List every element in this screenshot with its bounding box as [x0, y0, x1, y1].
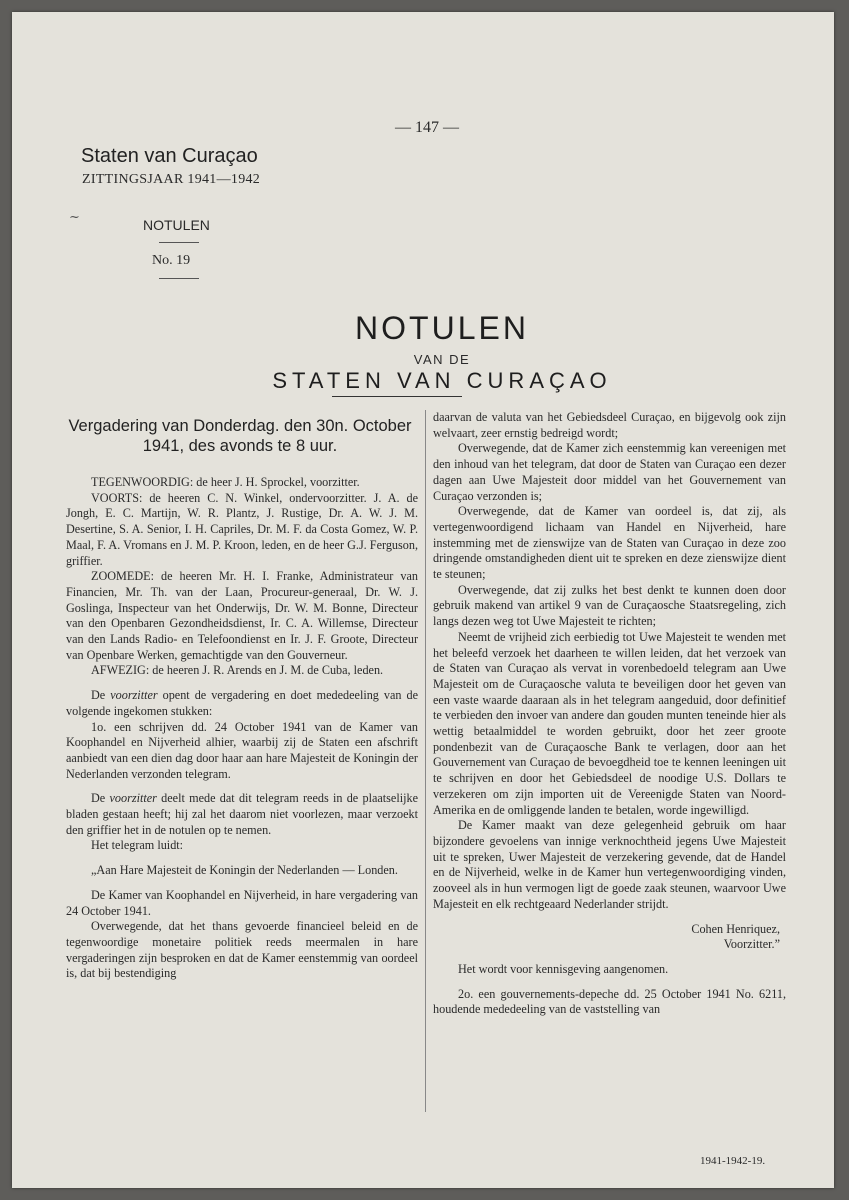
divider-rule [159, 278, 199, 279]
signature-title: Voorzitter.” [723, 937, 780, 952]
paragraph-item-2: 2o. een gouvernements-depeche dd. 25 October 1941 No. 6211, houdende mededeeling van de vaststelling van [433, 986, 786, 1017]
text-emphasis: voorzitter [110, 688, 158, 703]
title-connector: VAN DE [413, 352, 471, 367]
paragraph-telegram-body: Overwegende, dat het thans gevoerde financieel beleid en de tegenwoordige monetaire politiek reeds meermalen in hare vergaderingen zijn besproken en dat de Kamer eenstemmig van oordeel is, dat bij bestendiging [66, 919, 418, 981]
paragraph-item-1: 1o. een schrijven dd. 24 October 1941 van de Kamer van Koophandel en Nijverheid alhier, waarbij zij de Staten een afschrift aanbiedt van een dien dag door haar aan hare Majesteit de Koningin der Nederlanden verzonden telegram. [66, 719, 418, 781]
document-page [12, 12, 834, 1188]
paragraph-absent: AFWEZIG: de heeren J. R. Arends en J. M. de Cuba, leden. [91, 663, 384, 678]
organization-name: Staten van Curaçao [81, 145, 258, 167]
text-run: opent de vergadering en doet mededeeling van de volgende ingekomen stukken: [66, 688, 418, 718]
paragraph-opening [66, 688, 418, 719]
title-staten: STATEN VAN CURAÇAO [272, 368, 612, 393]
document-type: NOTULEN [143, 217, 210, 233]
footer-code: 1941-1942-19. [700, 1155, 766, 1167]
text-run: deelt mede dat dit telegram reeds in de plaatselijke bladen gestaan heeft; hij zal het daarom niet voorlezen, maar verzoekt den griffier het in de notulen op te nemen. [66, 791, 418, 837]
issue-number: No. 19 [152, 253, 191, 268]
paragraph-telegram-intro: Het telegram luidt: [91, 838, 184, 853]
paragraph-continued: daarvan de valuta van het Gebiedsdeel Curaçao, en bijgevolg ook zijn welvaart, zeer ernstig bedreigd wordt; [433, 410, 786, 440]
paragraph-also: ZOOMEDE: de heeren Mr. H. I. Franke, Administrateur van Financien, Mr. Th. van der Laan, Procureur-generaal, Dr. W. J. Goslinga, Inspecteur van het Onderwijs, Dr. W. M. Bonne, Directeur van den Openbaren Gezondheidsdienst, Ir. C. A. Willemse, Directeur van den Lands Radio- en Telefoondienst en Ir. J. F. Groote, Directeur van Openbare Werken, gemachtigde van den Gouverneur. [66, 569, 418, 662]
paragraph-announcement [66, 791, 418, 838]
meeting-heading [58, 416, 422, 456]
paragraph-request: Neemt de vrijheid zich eerbiedig tot Uwe Majesteit te wenden met het beleefd verzoek het daarheen te willen leiden, dat het verzoek van de Staten van Curaçao als vervat in vorenbedoeld telegram aan Uwe Majesteit om de Curaçaosche valuta te beveiligen door het geven van een vaste waarde daaraan als in het telegram aangeduid, door definitief te verbieden den invoer van andere dan gouden munten teneinde hier als wettig betaalmiddel te worden gebruikt, door het zeer groote pondenbezit van de Curaçaosche Bank te verlagen, door aan het Gouvernement van Curaçao de bevoegdheid toe te kennen leeningen uit te schrijven en door het Gebiedsdeel de noodige U.S. Dollars te verzekeren om zijn importen uit de Vereenigde Staten van Noord-Amerika en de omliggende landen te betalen, worde ingewilligd. [433, 629, 786, 817]
text-run: De [91, 688, 111, 703]
paragraph-further: VOORTS: de heeren C. N. Winkel, ondervoorzitter. J. A. de Jongh, E. C. Martijn, W. R. Plantz, J. Rustige, Dr. A. W. J. M. Desertine, S. A. Senior, I. H. Capriles, Dr. M. F. da Costa Gomez, W. P. Maal, F. A. Vromans en J. M. P. Kroon, leden, en de heer G.J. Ferguson, griffier. [66, 490, 418, 568]
title-underline [332, 396, 462, 397]
left-column [66, 475, 418, 982]
paragraph-considering: Overwegende, dat de Kamer van oordeel is, dat zij, als vertegenwoordigend lichaam van Handel en Nijverheid, hare instemming met de zienswijze van de Staten van Curaçao in deze zoo dringende omstandigheden dient uit te spreken en deze zienswijze dient te steunen; [433, 504, 786, 582]
margin-mark: ~ [69, 210, 80, 225]
signature-name: Cohen Henriquez, [691, 921, 780, 936]
session-year: ZITTINGSJAAR 1941—1942 [82, 172, 261, 187]
divider-rule [159, 242, 199, 243]
paragraph-considering: Overwegende, dat zij zulks het best denkt te kunnen doen door gebruik makend van artikel 9 van de Curaçaosche Staatsregeling, zich langs dezen weg tot Uwe Majesteit te richten; [433, 582, 786, 629]
text-run: De [91, 791, 110, 806]
main-title: NOTULEN [355, 310, 529, 346]
right-column [433, 410, 786, 1018]
text-emphasis: voorzitter [109, 791, 157, 806]
meeting-heading-line: Vergadering van Donderdag. den 30n. October [68, 417, 412, 435]
paragraph-loyalty: De Kamer maakt van deze gelegenheid gebruik om haar bijzondere gevoelens van innige verknochtheid jegens Uwe Majesteit uit te spreken, Uwer Majesteit de verzekering gevende, dat de Handel en de Nijverheid, welke in de Kamer hun vertegenwoordiging vinden, zooveel als in hun vermogen ligt de goede zaak steunen, waarvoor Uwe Majesteit en elk rechtgeaard Nederlander strijdt. [433, 818, 786, 911]
meeting-heading-line: 1941, des avonds te 8 uur. [142, 437, 338, 455]
paragraph-considering: Overwegende, dat de Kamer zich eenstemmig kan vereenigen met den inhoud van het telegram, dat door de Staten van Curaçao een dezer dagen aan Uwe Majesteit door middel van het Gouvernement van Curaçao verzonden is; [433, 441, 786, 503]
paragraph-telegram-body: De Kamer van Koophandel en Nijverheid, in hare vergadering van 24 October 1941. [66, 887, 418, 918]
column-divider [425, 410, 426, 1112]
paragraph-noted: Het wordt voor kennisgeving aangenomen. [458, 961, 669, 976]
page-number: — 147 — [395, 119, 459, 136]
paragraph-telegram-address: „Aan Hare Majesteit de Koningin der Nederlanden — Londen. [91, 863, 398, 878]
paragraph-present: TEGENWOORDIG: de heer J. H. Sprockel, voorzitter. [91, 475, 360, 489]
